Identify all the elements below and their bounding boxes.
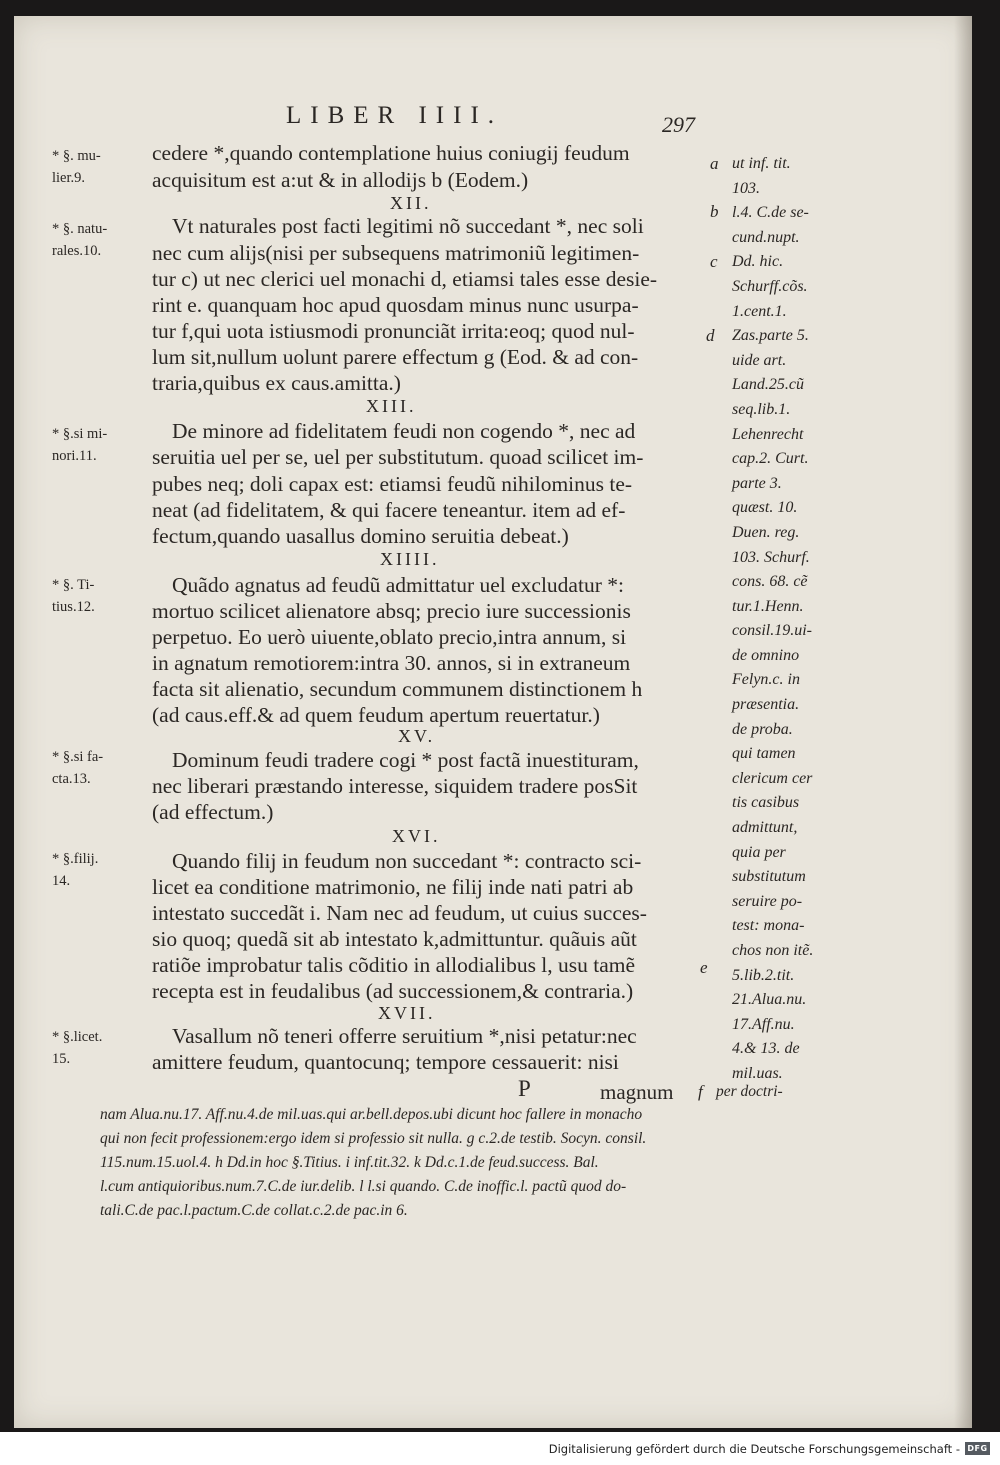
body-line: (ad caus.eff.& ad quem feudum apertum reuertatur.) xyxy=(152,703,600,727)
section-number: XIII. xyxy=(366,396,417,416)
body-line: amittere feudum, quantocunq; tempore cessauerit: nisi xyxy=(152,1050,619,1074)
body-line: Quando filij in feudum non succedant *: contracto sci- xyxy=(172,849,642,873)
body-line: sio quoq; quedã sit ab intestato k,admittuntur. quãuis aũt xyxy=(152,927,637,951)
signature-mark: P xyxy=(518,1076,531,1101)
body-line: seruitia uel per se, uel per substitutum. quoad scilicet im- xyxy=(152,445,644,469)
note-letter: d xyxy=(706,326,715,345)
left-margin-note: * §.licet. 15. xyxy=(52,1029,103,1067)
body-line: Vt naturales post facti legitimi nõ succedant *, nec soli xyxy=(172,214,644,238)
page-number: 297 xyxy=(662,112,695,137)
body-line: intestato succedãt i. Nam nec ad feudum, ut cuius succes- xyxy=(152,901,647,925)
body-line: in agnatum remotiorem:intra 30. annos, si in extraneum xyxy=(152,651,631,675)
body-line: recepta est in feudalibus (ad successionem,& contraria.) xyxy=(152,979,634,1003)
body-line: tur c) ut nec clerici uel monachi d, etiamsi tales esse desie- xyxy=(152,267,658,291)
digitization-footer xyxy=(0,1432,1000,1465)
footnote-line: nam Alua.nu.17. Aff.nu.4.de mil.uas.qui ar.bell.depos.ubi dicunt hoc fallere in monacho xyxy=(100,1106,643,1123)
body-line: Vasallum nõ teneri offerre seruitium *,nisi petatur:nec xyxy=(172,1024,637,1048)
left-margin-note: * §.filij. 14. xyxy=(52,851,99,889)
body-line: Quãdo agnatus ad feudũ admittatur uel excludatur *: xyxy=(172,573,624,597)
note-letter: f xyxy=(698,1082,703,1101)
left-margin-note: * §.si mi- nori.11. xyxy=(52,426,108,464)
page-edge-shadow xyxy=(954,16,972,1428)
body-line: (ad effectum.) xyxy=(152,800,274,824)
body-line: nec liberari præstando interesse, siquidem tradere posSit xyxy=(152,774,638,798)
note-letter: c xyxy=(710,252,718,271)
body-line: rint e. quanquam hoc apud quosdam minus nunc usurpa- xyxy=(152,293,639,317)
left-margin-note: * §. natu- rales.10. xyxy=(52,221,108,259)
body-line: nec cum alijs(nisi per subsequens matrimoniũ legitimen- xyxy=(152,241,640,265)
note-letter: a xyxy=(710,154,719,173)
section-number: XV. xyxy=(398,726,436,746)
footnote-line: l.cum antiquioribus.num.7.C.de iur.delib. l l.si quando. C.de inoffic.l. pactũ quod do- xyxy=(100,1178,627,1195)
left-margin-note: * §.si fa- cta.13. xyxy=(52,749,104,787)
left-margin-note: * §. mu- lier.9. xyxy=(52,148,101,186)
body-line: traria,quibus ex caus.amitta.) xyxy=(152,371,401,395)
section-number: XVII. xyxy=(378,1003,436,1023)
body-line: fectum,quando uasallus domino seruitia debeat.) xyxy=(152,524,569,548)
running-head: LIBER IIII. xyxy=(286,102,504,129)
body-line: pubes neq; doli capax est: etiamsi feudũ nihilominus te- xyxy=(152,472,633,496)
footnote-line: tali.C.de pac.l.pactum.C.de collat.c.2.de pac.in 6. xyxy=(100,1202,408,1219)
right-margin-notes: ut inf. tit. 103. l.4. C.de se- cund.nupt. Dd. hic. Schurff.cõs. 1.cent.1. Zas.parte 5. uide art. Land.25.cũ seq.lib.1. Lehenrecht cap.2. Curt. parte 3. quæst. 10. Duen. reg. 103. Schurf. cons. 68. cẽ tur.1.Henn. consil.19.ui- de omnino Felyn.c. in præsentia. de proba. qui tamen clericum cer tis casibus admittunt, quia per substitutum seruire po- test: mona- chos non itẽ. 5.lib.2.tit. 21.Alua.nu. 17.Aff.nu. 4.& 13. de mil.uas. xyxy=(732,155,814,1082)
catchword: magnum xyxy=(600,1080,674,1104)
note-letter: b xyxy=(710,202,719,221)
footnote-line: qui non fecit professionem:ergo idem si professio sit nulla. g c.2.de testib. Socyn. consil. xyxy=(100,1130,647,1147)
section-number: XVI. xyxy=(392,826,441,846)
body-line: ratiõe improbatur talis cõditio in allodialibus l, usu tamẽ xyxy=(152,953,636,977)
funding-credit: Digitalisierung gefördert durch die Deutsche Forschungsgemeinschaft - xyxy=(548,1442,960,1456)
body-line: lum sit,nullum uolunt parere effectum g (Eod. & ad con- xyxy=(152,345,639,369)
body-line: cedere *,quando contemplatione huius coniugij feudum xyxy=(152,141,630,165)
note-letter: e xyxy=(700,958,708,977)
body-line: licet ea conditione matrimonio, ne filij inde nati patri ab xyxy=(152,875,634,899)
footnote-start: per doctri- xyxy=(716,1083,783,1100)
left-margin-note: * §. Ti- tius.12. xyxy=(52,577,95,615)
body-line: facta sit alienatio, secundum communem distinctionem h xyxy=(152,677,643,701)
body-line: De minore ad fidelitatem feudi non cogendo *, nec ad xyxy=(172,419,636,443)
body-line: Dominum feudi tradere cogi * post factã inuestituram, xyxy=(172,748,639,772)
footnote-line: 115.num.15.uol.4. h Dd.in hoc §.Titius. i inf.tit.32. k Dd.c.1.de feud.success. Bal. xyxy=(100,1154,599,1171)
body-line: perpetuo. Eo uerò uiuente,oblato precio,intra annum, si xyxy=(152,625,627,649)
body-line: mortuo scilicet alienatore absq; precio iure successionis xyxy=(152,599,631,623)
body-line: acquisitum est a:ut & in allodijs b (Eodem.) xyxy=(152,168,529,192)
body-line: neat (ad fidelitatem, & qui facere teneantur. item ad ef- xyxy=(152,498,626,522)
dfg-logo: DFG xyxy=(965,1442,990,1455)
section-number: XIIII. xyxy=(380,549,440,569)
body-line: tur f,qui uota istiusmodi pronunciãt irrita:eoq; quod nul- xyxy=(152,319,635,343)
section-number: XII. xyxy=(390,193,432,213)
